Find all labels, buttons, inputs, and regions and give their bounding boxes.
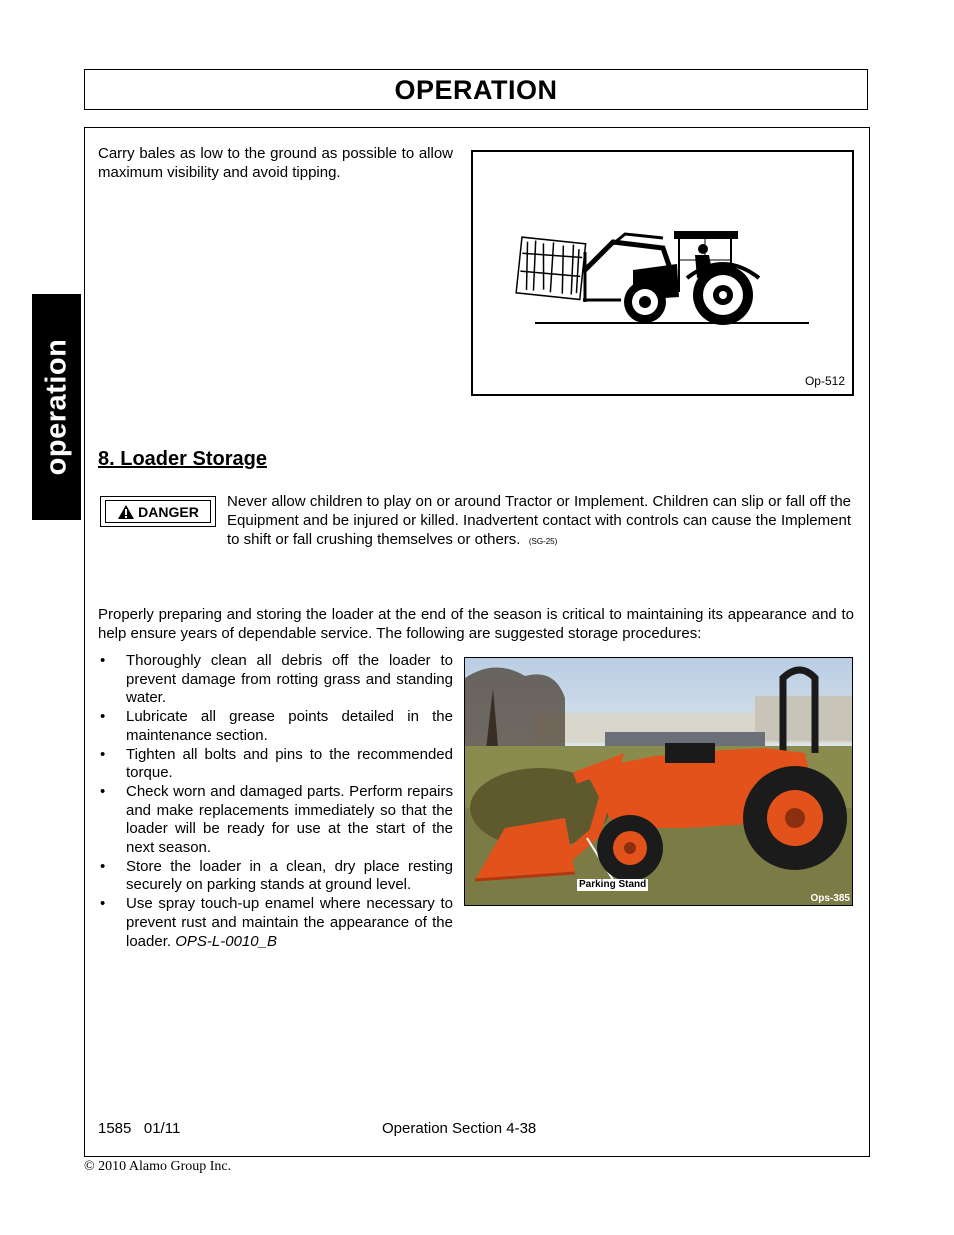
page-title: OPERATION [394,75,558,105]
danger-badge [100,496,216,527]
figure-label: Op-512 [804,374,845,388]
side-section-tab [32,294,81,520]
list-item: • Store the loader in a clean, dry place resting securely on parking stands at ground level. [100,857,453,894]
storage-intro-paragraph: Properly preparing and storing the loader at the end of the season is critical to maintaining its appearance and to help ensure years of dependable service. The following are suggested storage procedures: [98,606,854,642]
list-item: • Check worn and damaged parts. Perform repairs and make replacements immediately so that the loader will be ready for use at the start of the next season. [100,782,453,857]
intro-paragraph: Carry bales as low to the ground as possible to allow maximum visibility and avoid tipping. [98,145,453,181]
footer-section: Operation Section 4-38 [382,1120,537,1137]
tractor-loader-photo [465,658,852,905]
storage-procedures-list [98,652,453,951]
warning-triangle-icon [117,504,135,520]
list-item: • Lubricate all grease points detailed in the maintenance section. [100,708,453,744]
danger-message [227,492,851,551]
side-tab-label: operation [40,338,72,476]
copyright: © 2010 Alamo Group Inc. [84,1159,232,1174]
tractor-bale-illustration [473,152,852,394]
danger-text: Never allow children to play on or around Tractor or Implement. Children can slip or fall off the Equipment and be injured or killed. Inadvertent contact with controls can cause the Implement to shift or fall crushing themselves or others. [227,493,851,548]
section-heading: 8. Loader Storage [98,448,267,470]
figure-tractor-bale [471,150,854,396]
danger-badge-label: DANGER [138,503,199,520]
photo-tractor-loader [464,657,853,906]
list-item: • Use spray touch-up enamel where necessary to prevent rust and maintain the appearance of the loader. OPS-L-0010_B [100,895,453,950]
list-item: • Thoroughly clean all debris off the loader to prevent damage from rotting grass and standing water. [100,652,453,707]
page-header [84,69,868,110]
danger-code: (SG-25) [528,537,558,546]
photo-label: Ops-385 [810,893,850,904]
footer-model-date: 1585 01/11 [98,1120,181,1137]
list-item: • Tighten all bolts and pins to the recommended torque. [100,745,453,782]
parking-stand-callout: Parking Stand [579,879,647,890]
procedure-code: OPS-L-0010_B [175,932,277,950]
